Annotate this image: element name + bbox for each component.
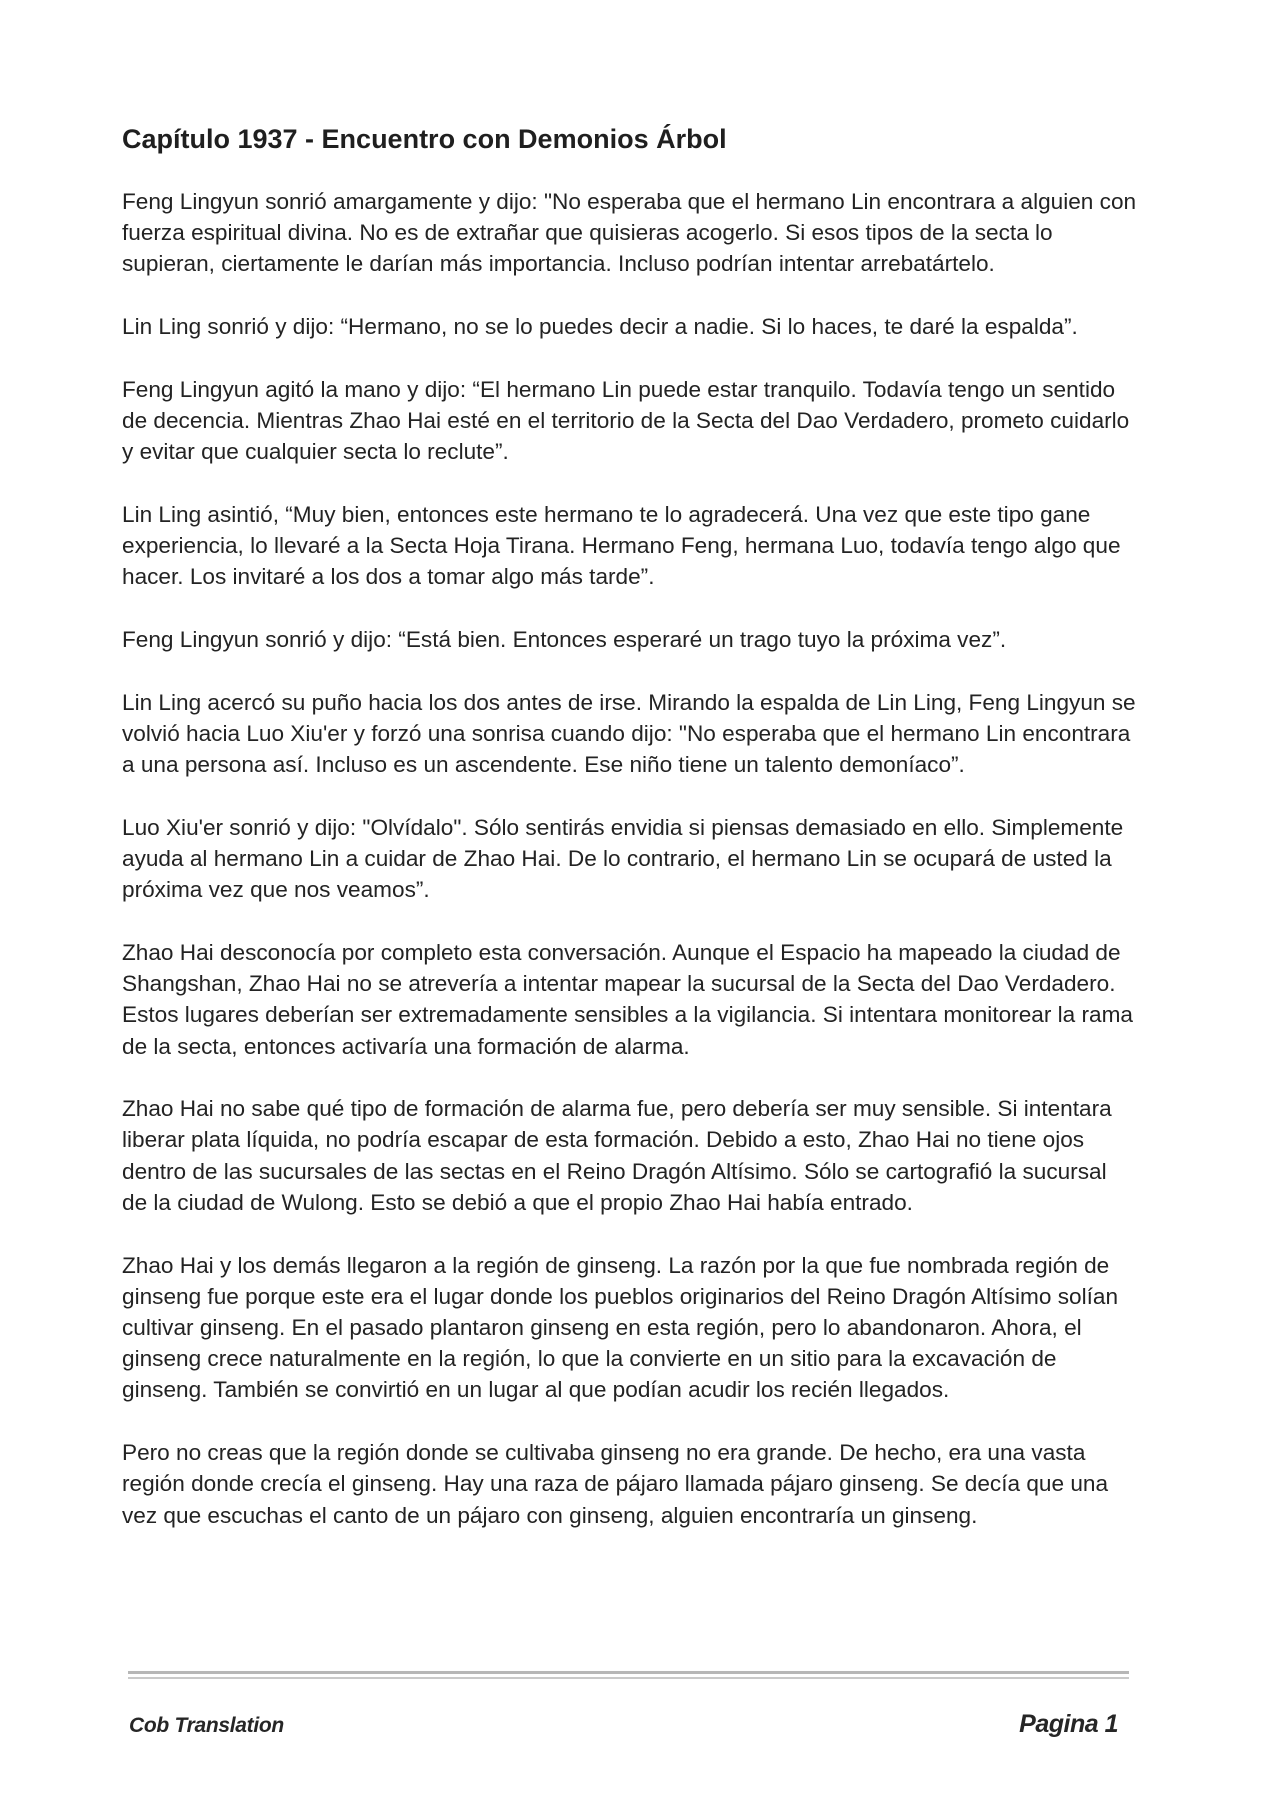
footer-divider <box>128 1671 1129 1674</box>
document-body <box>122 118 1137 1562</box>
paragraph: Lin Ling asintió, “Muy bien, entonces este hermano te lo agradecerá. Una vez que este tipo gane experiencia, lo llevaré a la Secta Hoja Tirana. Hermano Feng, hermana Luo, todavía tengo algo que hacer. Los invitaré a los dos a tomar algo más tarde”. <box>122 501 1121 590</box>
paragraph: Luo Xiu'er sonrió y dijo: "Olvídalo". Sólo sentirás envidia si piensas demasiado en ello. Simplemente ayuda al hermano Lin a cuidar de Zhao Hai. De lo contrario, el hermano Lin se ocupará de usted la próxima vez que nos veamos”. <box>122 814 1124 903</box>
paragraph: Lin Ling acercó su puño hacia los dos antes de irse. Mirando la espalda de Lin Ling, Feng Lingyun se volvió hacia Luo Xiu'er y forzó una sonrisa cuando dijo: "No esperaba que el hermano Lin encontrara a una persona así. Incluso es un ascendente. Ese niño tiene un talento demoníaco”. <box>122 689 1136 778</box>
footer-page-number: Pagina 1 <box>1019 1710 1118 1738</box>
chapter-title: Capítulo 1937 - Encuentro con Demonios Árbol <box>122 124 727 154</box>
paragraph: Feng Lingyun sonrió y dijo: “Está bien. Entonces esperaré un trago tuyo la próxima vez”. <box>122 627 1007 653</box>
paragraph: Lin Ling sonrió y dijo: “Hermano, no se lo puedes decir a nadie. Si lo haces, te daré la espalda”. <box>122 314 1078 340</box>
paragraph: Zhao Hai y los demás llegaron a la región de ginseng. La razón por la que fue nombrada región de ginseng fue porque este era el lugar donde los pueblos originarios del Reino Dragón Altísimo solían cultivar ginseng. En el pasado plantaron ginseng en esta región, pero lo abandonaron. Ahora, el ginseng crece naturalmente en la región, lo que la convierte en un sitio para la excavación de ginseng. También se convirtió en un lugar al que podían acudir los recién llegados. <box>122 1252 1119 1403</box>
footer-divider-secondary <box>128 1677 1129 1679</box>
paragraph: Feng Lingyun sonrió amargamente y dijo: "No esperaba que el hermano Lin encontrara a alguien con fuerza espiritual divina. No es de extrañar que quisieras acogerlo. Si esos tipos de la secta lo supieran, ciertamente le darían más importancia. Incluso podrían intentar arrebatártelo. <box>122 189 1137 277</box>
paragraph: Zhao Hai no sabe qué tipo de formación de alarma fue, pero debería ser muy sensible. Si intentara liberar plata líquida, no podría escapar de esta formación. Debido a esto, Zhao Hai no tiene ojos dentro de las sucursales de las sectas en el Reino Dragón Altísimo. Sólo se cartografió la sucursal de la ciudad de Wulong. Esto se debió a que el propio Zhao Hai había entrado. <box>122 1096 1112 1215</box>
paragraph: Feng Lingyun agitó la mano y dijo: “El hermano Lin puede estar tranquilo. Todavía tengo un sentido de decencia. Mientras Zhao Hai esté en el territorio de la Secta del Dao Verdadero, prometo cuidarlo y evitar que cualquier secta lo reclute”. <box>122 376 1130 465</box>
paragraph: Pero no creas que la región donde se cultivaba ginseng no era grande. De hecho, era una vasta región donde crecía el ginseng. Hay una raza de pájaro llamada pájaro ginseng. Se decía que una vez que escuchas el canto de un pájaro con ginseng, alguien encontraría un ginseng. <box>122 1440 1109 1528</box>
paragraph: Zhao Hai desconocía por completo esta conversación. Aunque el Espacio ha mapeado la ciudad de Shangshan, Zhao Hai no se atrevería a intentar mapear la sucursal de la Secta del Dao Verdadero. Estos lugares deberían ser extremadamente sensibles a la vigilancia. Si intentara monitorear la rama de la secta, entonces activaría una formación de alarma. <box>122 939 1133 1059</box>
footer-publisher: Cob Translation <box>129 1714 284 1737</box>
